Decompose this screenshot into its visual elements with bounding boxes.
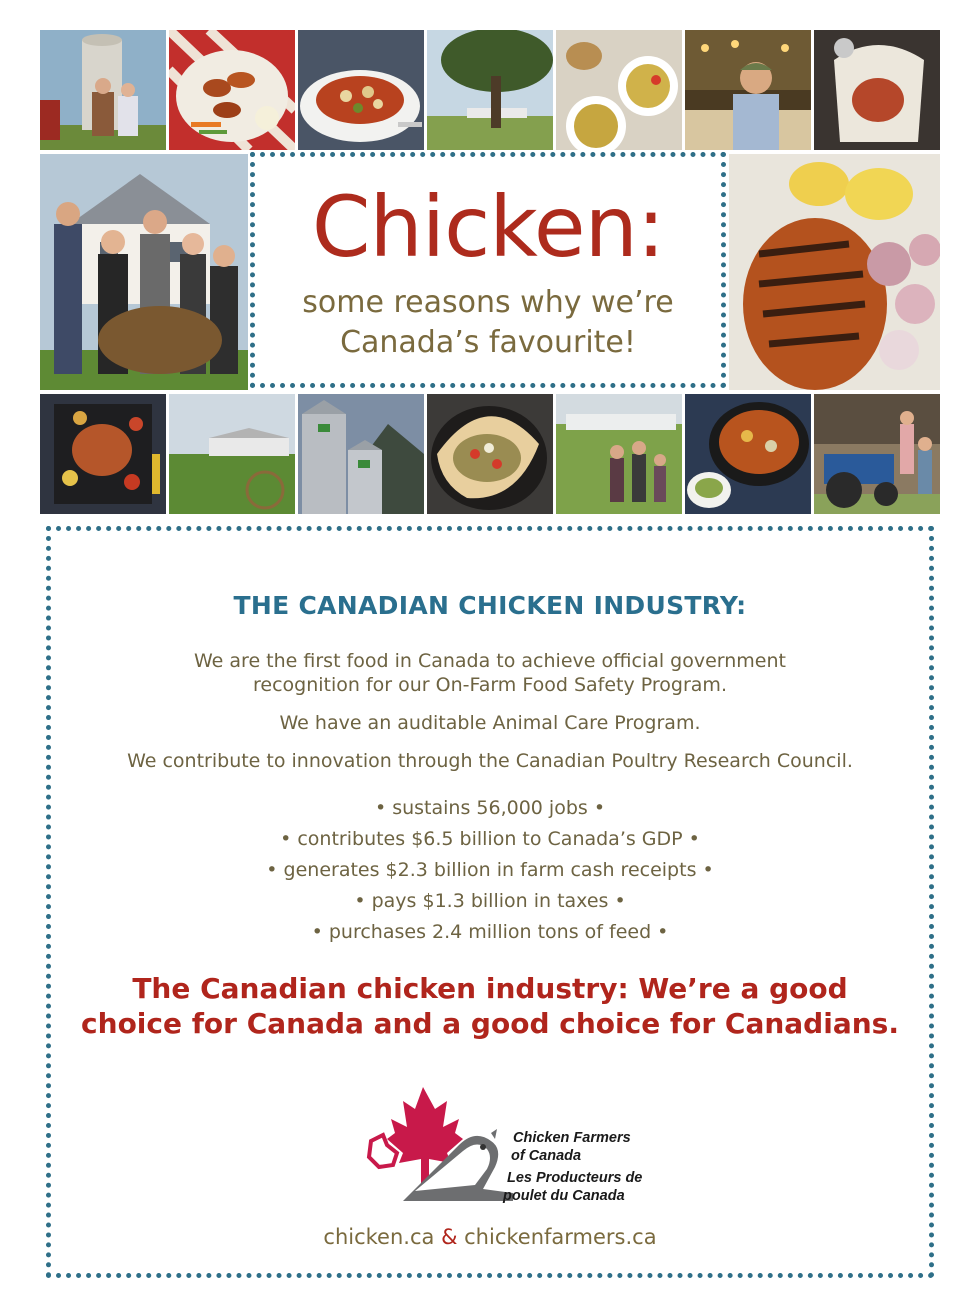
grilled-chicken-corn-photo: [729, 154, 940, 390]
list-item: • contributes $6.5 billion to Canada’s GDP •: [280, 828, 700, 850]
family-field-photo: [556, 394, 682, 514]
animal-care-paragraph: We have an auditable Animal Care Program.: [279, 712, 701, 734]
chicken-pitas-photo: [427, 394, 553, 514]
wrapped-chicken-photo: [814, 30, 940, 150]
grain-silos-photo: [298, 394, 424, 514]
economic-stats-list: [51, 793, 929, 948]
industry-heading: THE CANADIAN CHICKEN INDUSTRY:: [233, 591, 747, 620]
chicken-stew-photo: [685, 394, 811, 514]
chicken-wings-photo: [169, 30, 295, 150]
list-item: • sustains 56,000 jobs •: [374, 797, 606, 819]
tree-farm-photo: [427, 30, 553, 150]
logo-line1: Chicken Farmers: [513, 1130, 631, 1146]
list-item: • generates $2.3 billion in farm cash receipts •: [266, 859, 714, 881]
ampersand: &: [441, 1225, 458, 1249]
farmer-barn-photo: [685, 30, 811, 150]
maple-leaf-chicken-icon: [363, 1083, 523, 1209]
food-safety-line1: We are the first food in Canada to achieve official government: [194, 650, 786, 672]
farm-family-photo: [40, 154, 248, 390]
hero-title: Chicken:: [311, 178, 665, 276]
tractor-family-photo: [814, 394, 940, 514]
food-safety-paragraph: [81, 649, 899, 697]
industry-tagline: [71, 971, 909, 1041]
hero-subtitle-line2: Canada’s favourite!: [340, 325, 636, 360]
logo-line3: Les Producteurs de: [507, 1170, 643, 1186]
hero-subtitle-line1: some reasons why we’re: [302, 285, 674, 320]
list-item: • purchases 2.4 million tons of feed •: [311, 921, 669, 943]
chickenfarmers-ca-link[interactable]: chickenfarmers.ca: [464, 1225, 657, 1249]
logo-line4: poulet du Canada: [503, 1188, 625, 1204]
tagline-line2: choice for Canada and a good choice for Canadians.: [81, 1007, 899, 1040]
chicken-ca-link[interactable]: chicken.ca: [323, 1225, 435, 1249]
roast-chicken-photo: [40, 394, 166, 514]
logo-line2: of Canada: [511, 1148, 582, 1164]
chicken-pasta-photo: [298, 30, 424, 150]
hero-title-box: [250, 152, 726, 388]
chicken-farmers-logo: [363, 1083, 663, 1209]
farm-field-photo: [169, 394, 295, 514]
farm-couple-silo-photo: [40, 30, 166, 150]
website-links: [51, 1225, 929, 1249]
food-safety-line2: recognition for our On-Farm Food Safety Program.: [253, 674, 727, 696]
industry-info-box: [46, 526, 934, 1278]
tagline-line1: The Canadian chicken industry: We’re a good: [132, 972, 848, 1005]
chicken-soup-photo: [556, 30, 682, 150]
list-item: • pays $1.3 billion in taxes •: [354, 890, 626, 912]
hero-subtitle: [255, 283, 721, 363]
research-paragraph: We contribute to innovation through the Canadian Poultry Research Council.: [127, 750, 853, 772]
